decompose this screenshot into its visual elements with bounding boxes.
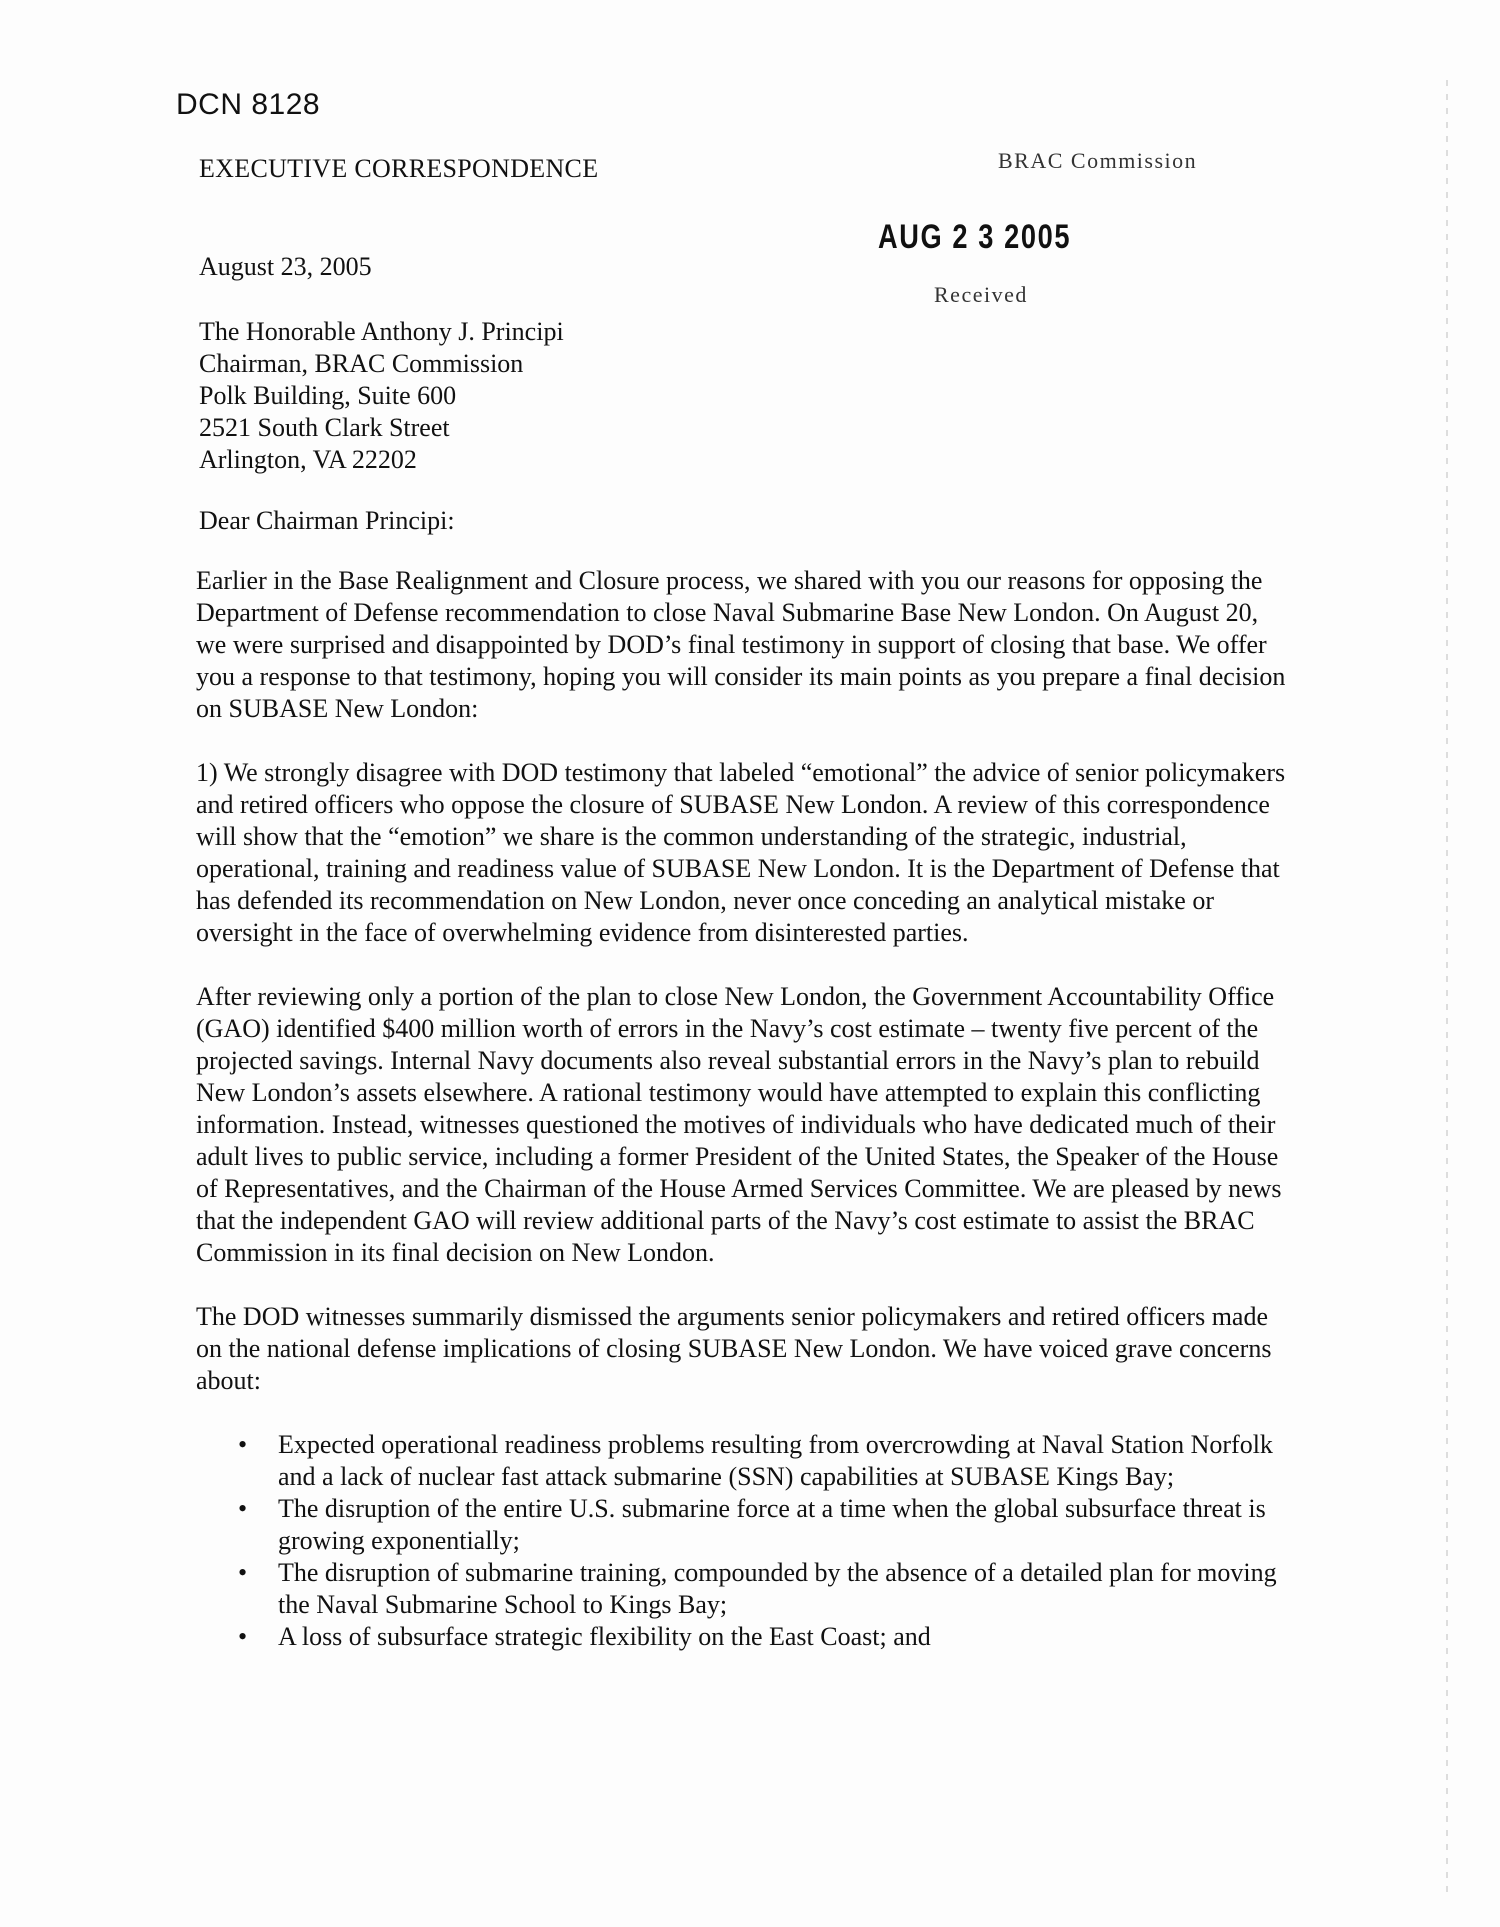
letter-body: [196, 565, 1286, 1653]
address-line: The Honorable Anthony J. Principi: [199, 317, 564, 346]
list-item: [196, 1557, 1286, 1621]
list-item-text: A loss of subsurface strategic flexibility on the East Coast; and: [278, 1622, 931, 1651]
address-line: Arlington, VA 22202: [199, 445, 417, 474]
letter-date: August 23, 2005: [199, 252, 372, 281]
scan-edge-artifact: [1446, 80, 1448, 1900]
received-stamp-status: Received: [934, 282, 1028, 307]
received-stamp-org: BRAC Commission: [998, 148, 1198, 173]
bullet-icon: •: [238, 1494, 248, 1523]
address-line: 2521 South Clark Street: [199, 413, 450, 442]
bullet-icon: •: [238, 1622, 248, 1651]
list-item: [196, 1429, 1286, 1493]
list-item: [196, 1621, 1286, 1653]
list-item: [196, 1493, 1286, 1557]
address-line: Polk Building, Suite 600: [199, 381, 457, 410]
address-line: Chairman, BRAC Commission: [199, 349, 524, 378]
received-stamp-date: AUG 2 3 2005: [878, 218, 1072, 256]
bullet-icon: •: [238, 1430, 248, 1459]
bullet-icon: •: [238, 1558, 248, 1587]
paragraph-point-1: 1) We strongly disagree with DOD testimony that labeled “emotional” the advice of senior policymakers and retired officers who oppose the closure of SUBASE New London. A review of this correspondence will show that the “emotion” we share is the common understanding of the strategic, industrial, operational, training and readiness value of SUBASE New London. It is the Department of Defense that has defended its recommendation on New London, never once conceding an analytical mistake or oversight in the face of overwhelming evidence from disinterested parties.: [196, 758, 1286, 947]
concerns-list: [196, 1429, 1286, 1653]
salutation: Dear Chairman Principi:: [199, 506, 455, 535]
document-control-number: DCN 8128: [176, 88, 321, 121]
list-item-text: The disruption of submarine training, compounded by the absence of a detailed plan for moving the Naval Submarine School to Kings Bay;: [278, 1558, 1277, 1619]
recipient-address: [199, 316, 564, 476]
paragraph-intro: Earlier in the Base Realignment and Closure process, we shared with you our reasons for opposing the Department of Defense recommendation to close Naval Submarine Base New London. On August 20, we were surprised and disappointed by DOD’s final testimony in support of closing that base. We offer you a response to that testimony, hoping you will consider its main points as you prepare a final decision on SUBASE New London:: [196, 566, 1286, 723]
paragraph-gao: After reviewing only a portion of the plan to close New London, the Government Accountability Office (GAO) identified $400 million worth of errors in the Navy’s cost estimate – twenty five percent of the projected savings. Internal Navy documents also reveal substantial errors in the Navy’s plan to rebuild New London’s assets elsewhere. A rational testimony would have attempted to explain this conflicting information. Instead, witnesses questioned the motives of individuals who have dedicated much of their adult lives to public service, including a former President of the United States, the Speaker of the House of Representatives, and the Chairman of the House Armed Services Committee. We are pleased by news that the independent GAO will review additional parts of the Navy’s cost estimate to assist the BRAC Commission in its final decision on New London.: [196, 982, 1282, 1267]
list-item-text: Expected operational readiness problems resulting from overcrowding at Naval Station Norfolk and a lack of nuclear fast attack submarine (SSN) capabilities at SUBASE Kings Bay;: [278, 1430, 1273, 1491]
correspondence-label: EXECUTIVE CORRESPONDENCE: [199, 154, 599, 183]
list-item-text: The disruption of the entire U.S. submarine force at a time when the global subsurface threat is growing exponentially;: [278, 1494, 1266, 1555]
paragraph-concerns: The DOD witnesses summarily dismissed the arguments senior policymakers and retired officers made on the national defense implications of closing SUBASE New London. We have voiced grave concerns about:: [196, 1302, 1272, 1395]
